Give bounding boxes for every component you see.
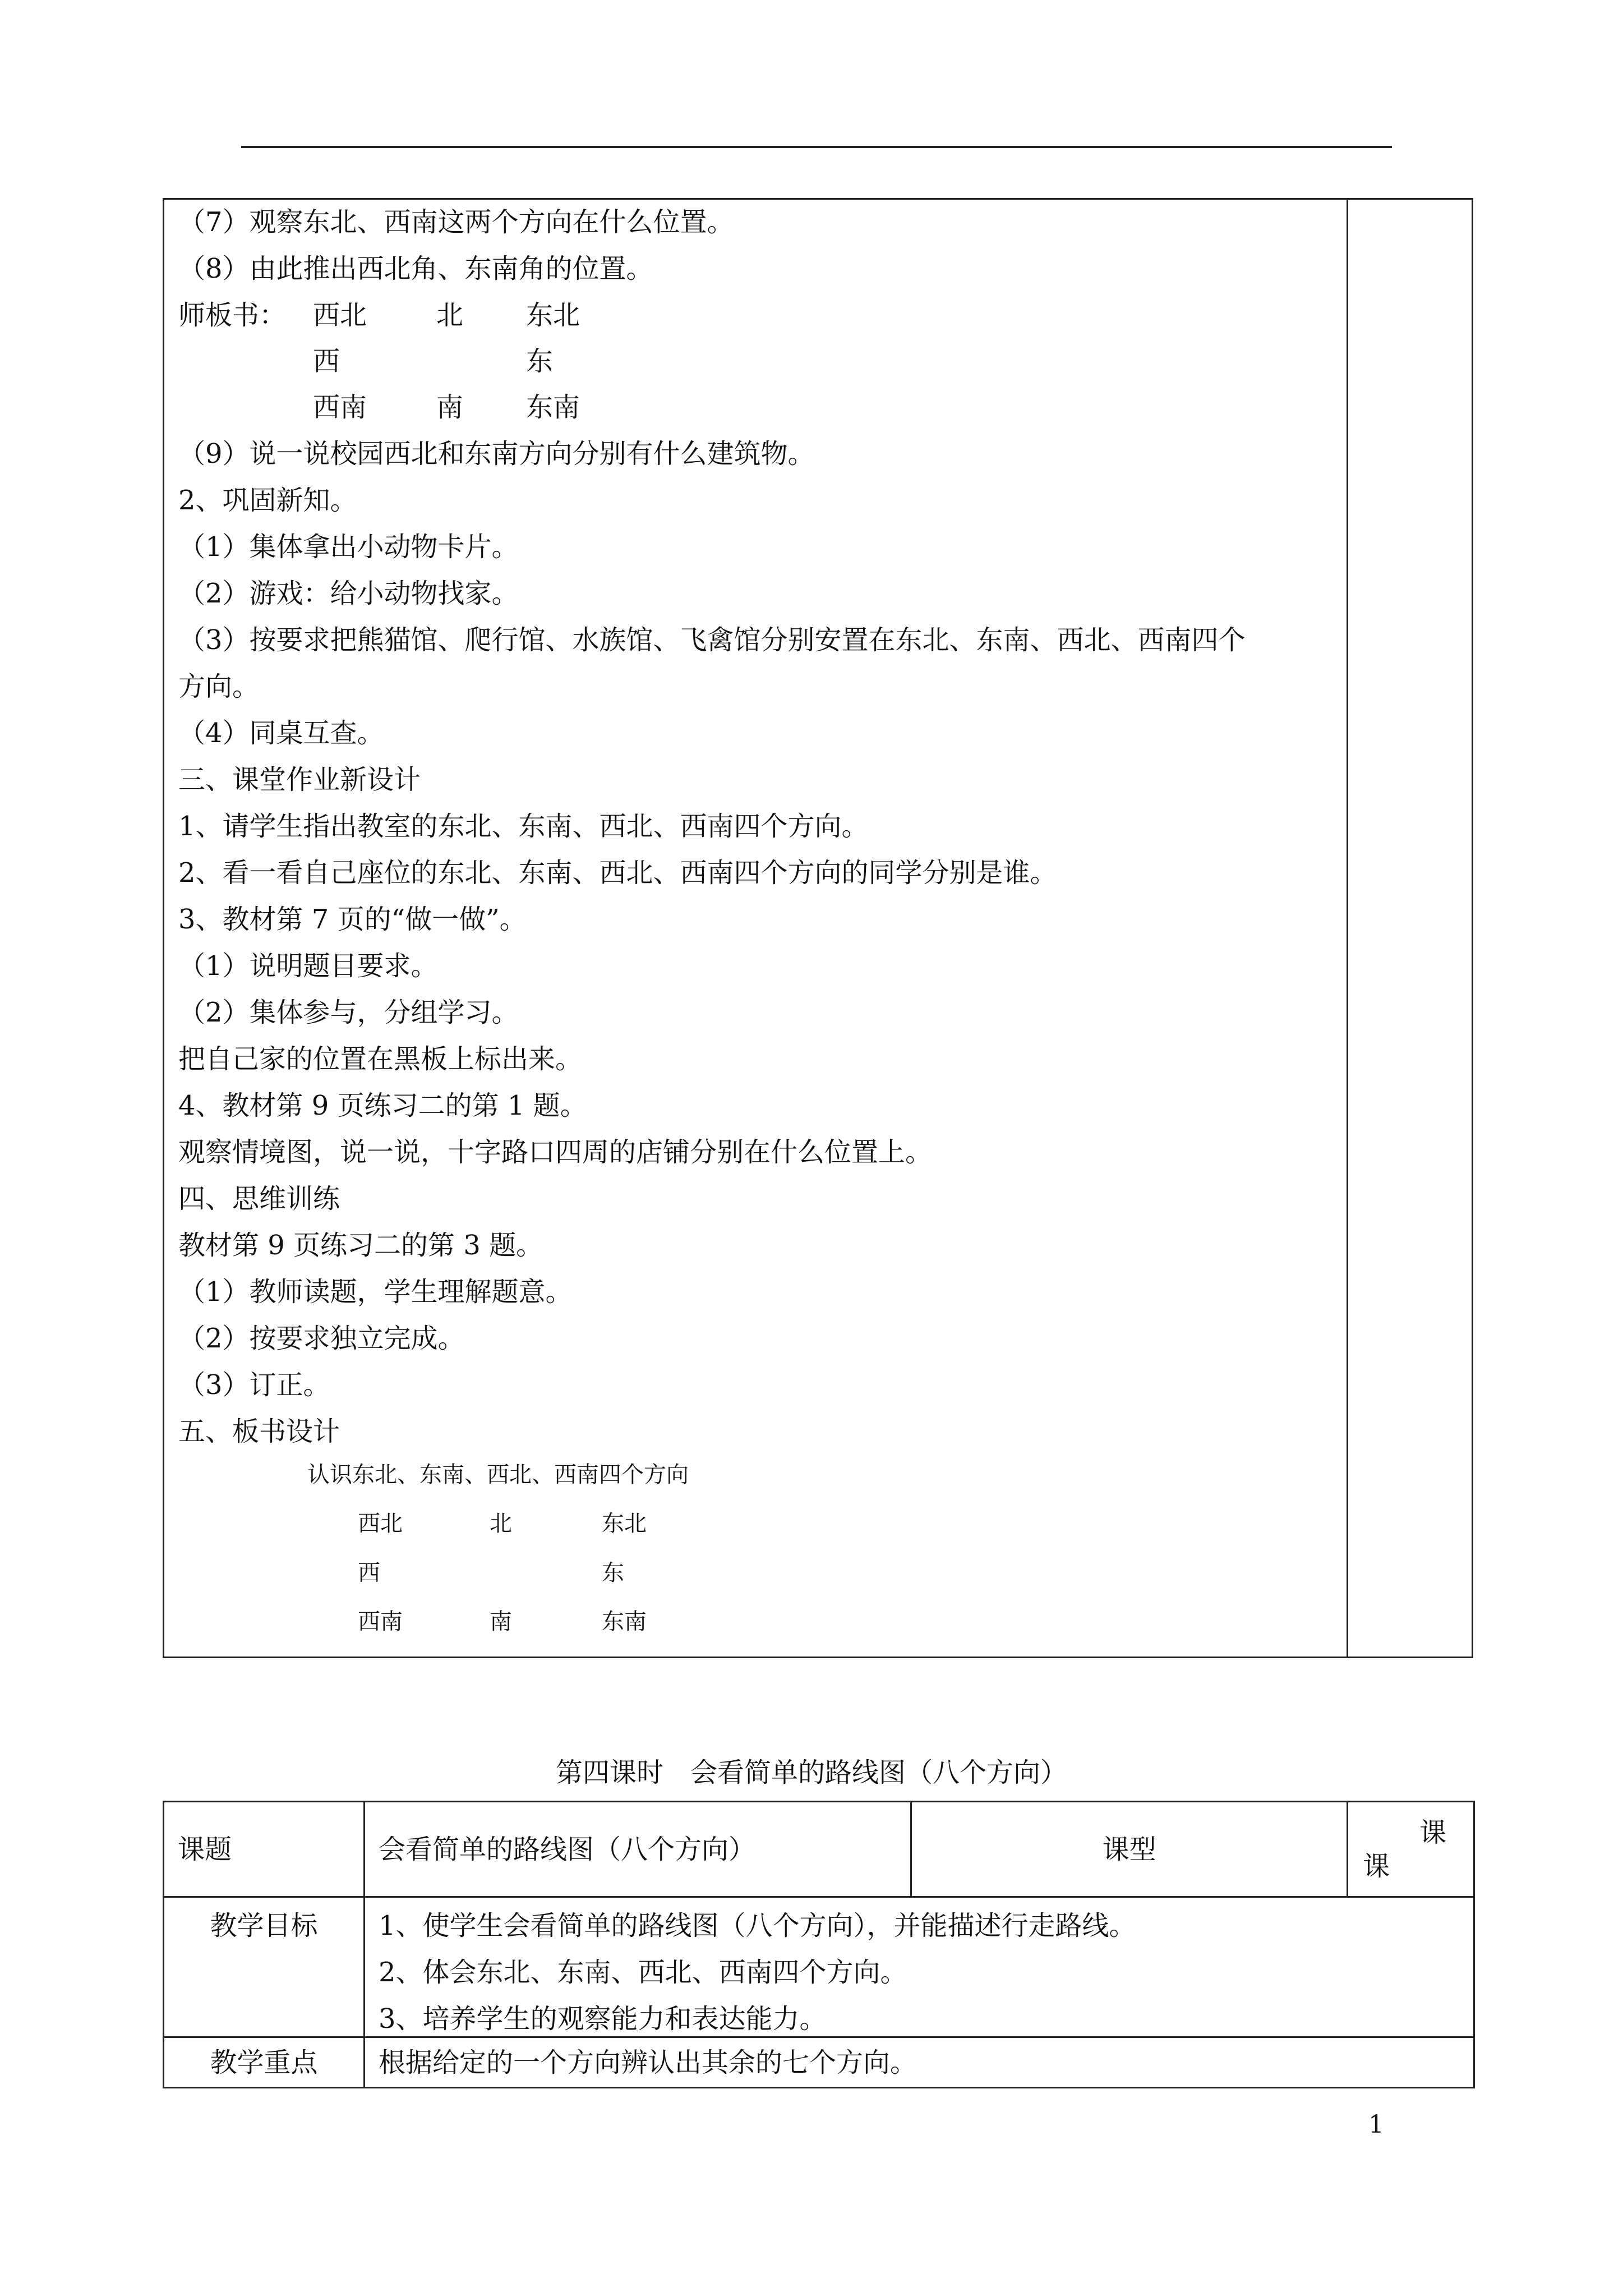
- section-heading: 四、思维训练: [178, 1183, 340, 1214]
- lesson-plan-table: [163, 1801, 1475, 2088]
- board-design-west: 西: [358, 1560, 380, 1586]
- text-line: 观察情境图，说一说，十字路口四周的店铺分别在什么位置上。: [178, 1137, 933, 1168]
- type-value-cell: [1348, 1802, 1474, 1897]
- board-cell-southwest: 西南: [313, 392, 367, 423]
- column-divider: [1347, 200, 1348, 1657]
- goals-cell: [365, 1897, 1474, 2037]
- text-line: （8）由此推出西北角、东南角的位置。: [178, 253, 653, 284]
- type-value-top: 课: [1419, 1816, 1446, 1848]
- goal-item: 3、培养学生的观察能力和表达能力。: [379, 2003, 827, 2035]
- section-heading: 三、课堂作业新设计: [178, 764, 421, 795]
- topic-label: 课题: [164, 1802, 365, 1897]
- text-line: （1）集体拿出小动物卡片。: [178, 531, 519, 563]
- board-design-southeast: 东南: [602, 1609, 647, 1635]
- board-design-north: 北: [490, 1511, 512, 1536]
- text-line: （4）同桌互查。: [178, 717, 384, 749]
- focus-label: 教学重点: [164, 2037, 365, 2088]
- board-design-east: 东: [602, 1560, 624, 1586]
- table-row-goals: [164, 1897, 1474, 2037]
- text-line: （1）教师读题，学生理解题意。: [178, 1276, 573, 1308]
- text-line: （2）按要求独立完成。: [178, 1323, 465, 1354]
- board-label: 师板书：: [178, 300, 287, 331]
- text-line: （1）说明题目要求。: [178, 950, 438, 982]
- board-design-northeast: 东北: [602, 1511, 647, 1536]
- board-cell-northeast: 东北: [526, 300, 580, 331]
- board-cell-east: 东: [526, 346, 554, 377]
- lesson-title: 第四课时 会看简单的路线图（八个方向）: [555, 1757, 1067, 1788]
- text-line: （9）说一说校园西北和东南方向分别有什么建筑物。: [178, 438, 815, 470]
- table-row-focus: [164, 2037, 1474, 2088]
- board-design-northwest: 西北: [358, 1511, 403, 1536]
- goal-item: 1、使学生会看简单的路线图（八个方向），并能描述行走路线。: [379, 1910, 1136, 1941]
- board-cell-west: 西: [313, 346, 340, 377]
- page-number: 1: [1368, 2110, 1384, 2139]
- board-cell-southeast: 东南: [526, 392, 580, 423]
- text-line: 1、请学生指出教室的东北、东南、西北、西南四个方向。: [178, 811, 869, 842]
- goals-label: 教学目标: [164, 1897, 365, 2037]
- text-line: 教材第 9 页练习二的第 3 题。: [178, 1230, 543, 1261]
- focus-value: 根据给定的一个方向辨认出其余的七个方向。: [365, 2037, 1474, 2088]
- board-cell-northwest: 西北: [313, 300, 367, 331]
- topic-value: 会看简单的路线图（八个方向）: [365, 1802, 911, 1897]
- board-cell-south: 南: [436, 392, 464, 423]
- header-rule: [241, 146, 1392, 148]
- type-value-bottom: 课: [1363, 1850, 1390, 1882]
- board-design-south: 南: [490, 1609, 512, 1635]
- type-label: 课型: [911, 1802, 1348, 1897]
- text-line: 方向。: [178, 671, 260, 702]
- board-cell-north: 北: [436, 300, 464, 331]
- text-line: 2、看一看自己座位的东北、东南、西北、西南四个方向的同学分别是谁。: [178, 857, 1057, 889]
- section-heading: 五、板书设计: [178, 1416, 340, 1447]
- section-heading: 2、巩固新知。: [178, 485, 357, 516]
- text-line: 3、教材第 7 页的“做一做”。: [178, 904, 527, 935]
- board-design-title: 认识东北、东南、西北、西南四个方向: [307, 1462, 689, 1488]
- lesson-content-box: [163, 198, 1473, 1658]
- text-line: （7）观察东北、西南这两个方向在什么位置。: [178, 206, 734, 238]
- table-row-topic: [164, 1802, 1474, 1897]
- board-design-southwest: 西南: [358, 1609, 403, 1635]
- text-line: 4、教材第 9 页练习二的第 1 题。: [178, 1090, 587, 1121]
- text-line: 把自己家的位置在黑板上标出来。: [178, 1043, 583, 1075]
- text-line: （3）按要求把熊猫馆、爬行馆、水族馆、飞禽馆分别安置在东北、东南、西北、西南四个: [178, 624, 1246, 656]
- text-line: （2）游戏：给小动物找家。: [178, 578, 519, 609]
- goal-item: 2、体会东北、东南、西北、西南四个方向。: [379, 1957, 907, 1988]
- text-line: （3）订正。: [178, 1369, 330, 1401]
- text-line: （2）集体参与，分组学习。: [178, 997, 519, 1028]
